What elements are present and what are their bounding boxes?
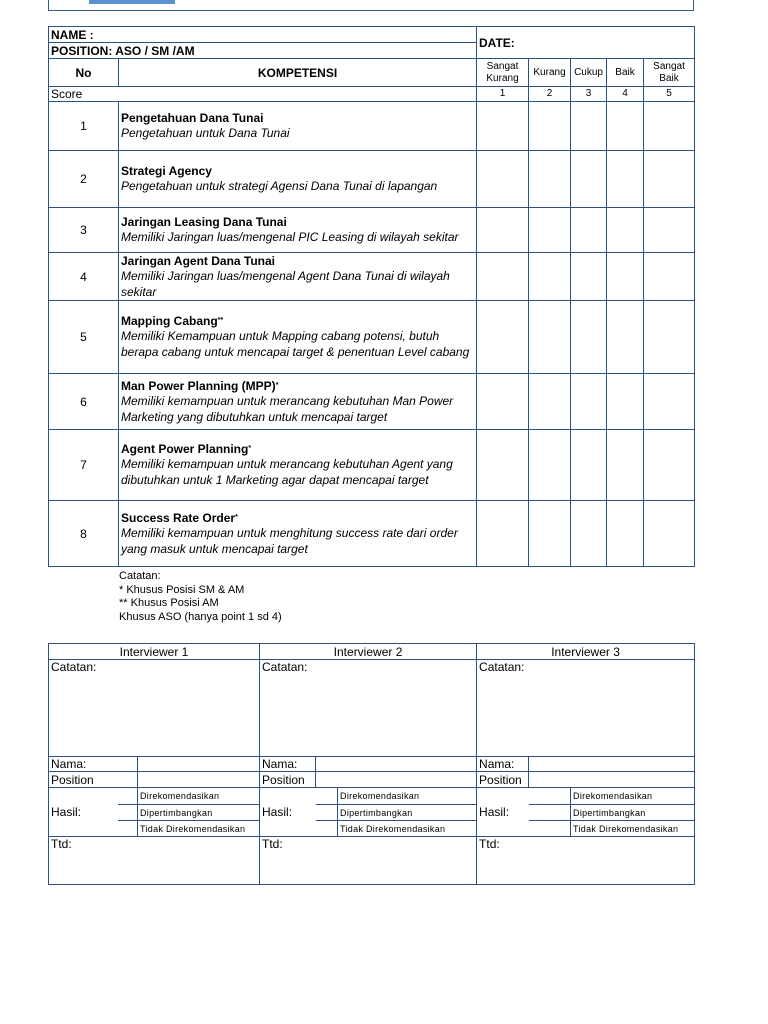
- rating-cell[interactable]: [477, 430, 529, 501]
- row-number: 2: [49, 151, 119, 208]
- row-number: 4: [49, 253, 119, 301]
- option-checkbox[interactable]: [118, 821, 138, 837]
- option-checkbox[interactable]: [118, 805, 138, 821]
- competency-title: Jaringan Agent Dana Tunai: [121, 253, 276, 268]
- competency-mark: *: [248, 445, 252, 452]
- interviewer-1-position-input[interactable]: [138, 772, 260, 788]
- interviewer-3-title: Interviewer 3: [477, 644, 695, 660]
- hasil-label: Hasil:: [260, 788, 316, 837]
- rating-cell[interactable]: [607, 301, 644, 374]
- rating-cell[interactable]: [644, 501, 695, 567]
- rating-cell[interactable]: [644, 301, 695, 374]
- interviewer-3-position-input[interactable]: [529, 772, 695, 788]
- position-label: Position: [260, 772, 316, 788]
- competency-desc: Memiliki Jaringan luas/mengenal PIC Leasing di wilayah sekitar: [121, 230, 459, 244]
- competency-title: Agent Power Planning: [121, 442, 249, 456]
- competency-row: [49, 151, 695, 208]
- row-number: 5: [49, 301, 119, 374]
- option-direkomendasikan: Direkomendasikan: [338, 788, 477, 805]
- rating-cell[interactable]: [644, 374, 695, 430]
- option-direkomendasikan: Direkomendasikan: [571, 788, 695, 805]
- rating-cell[interactable]: [571, 430, 607, 501]
- col-kompetensi-header: KOMPETENSI: [119, 59, 477, 87]
- competency-row: [49, 301, 695, 374]
- competency-title: Pengetahuan Dana Tunai: [121, 111, 264, 125]
- score-value: 2: [529, 87, 571, 102]
- hasil-label: Hasil:: [477, 788, 529, 837]
- rating-cell[interactable]: [644, 102, 695, 151]
- option-checkbox[interactable]: [118, 788, 138, 805]
- interviewer-1-catatan[interactable]: [49, 660, 260, 757]
- nama-label: Nama:: [477, 757, 529, 772]
- competency-table: [48, 26, 695, 567]
- competency-desc: Memiliki Jaringan luas/mengenal Agent Dana Tunai di wilayah sekitar: [121, 268, 450, 299]
- rating-cell[interactable]: [477, 208, 529, 253]
- option-checkbox[interactable]: [529, 821, 571, 837]
- interviewer-2-position-input[interactable]: [316, 772, 477, 788]
- rating-cell[interactable]: [571, 151, 607, 208]
- ttd-label: Ttd:: [262, 837, 283, 851]
- score-value: 5: [644, 87, 695, 102]
- rating-cell[interactable]: [607, 151, 644, 208]
- competency-mark: *: [235, 513, 238, 521]
- option-checkbox[interactable]: [316, 821, 338, 837]
- note-line: * Khusus Posisi SM & AM: [119, 583, 245, 596]
- competency-title: Man Power Planning (MPP): [121, 378, 276, 393]
- interviewer-2-nama-input[interactable]: [316, 757, 477, 772]
- rating-cell[interactable]: [571, 102, 607, 151]
- note-line: ** Khusus Posisi AM: [119, 597, 219, 609]
- catatan-label: Catatan:: [51, 660, 97, 674]
- rating-cell[interactable]: [477, 102, 529, 151]
- interviewer-2-catatan[interactable]: [260, 660, 477, 757]
- rating-cell[interactable]: [607, 501, 644, 567]
- rating-cell[interactable]: [644, 430, 695, 501]
- interviewer-3-ttd[interactable]: [477, 837, 695, 885]
- competency-desc: Pengetahuan untuk strategi Agensi Dana Tunai di lapangan: [121, 179, 438, 193]
- competency-cell: [119, 374, 477, 430]
- col-sangat-kurang-header: Sangat Kurang: [477, 59, 529, 87]
- rating-cell[interactable]: [529, 501, 571, 567]
- interviewer-2-ttd[interactable]: [260, 837, 477, 885]
- competency-desc: Pengetahuan untuk Dana Tunai: [121, 126, 290, 140]
- option-dipertimbangkan: Dipertimbangkan: [571, 805, 695, 821]
- competency-cell: [119, 208, 477, 253]
- top-frame: [48, 0, 694, 11]
- option-dipertimbangkan: Dipertimbangkan: [138, 805, 260, 821]
- competency-row: [49, 253, 695, 301]
- nama-label: Nama:: [260, 757, 316, 772]
- interviewer-3-catatan[interactable]: [477, 660, 695, 757]
- col-sangat-baik-header: Sangat Baik: [644, 59, 695, 87]
- notes-block: [119, 570, 282, 624]
- option-checkbox[interactable]: [316, 788, 338, 805]
- competency-title: Mapping Cabang: [121, 314, 218, 328]
- catatan-label: Catatan:: [479, 660, 525, 674]
- rating-cell[interactable]: [571, 208, 607, 253]
- col-no-header: No: [49, 59, 119, 87]
- competency-cell: [119, 501, 477, 567]
- option-direkomendasikan: Direkomendasikan: [138, 788, 260, 805]
- hasil-label: Hasil:: [49, 788, 118, 837]
- notes-title: Catatan:: [119, 570, 161, 582]
- rating-cell[interactable]: [477, 501, 529, 567]
- catatan-label: Catatan:: [262, 660, 308, 674]
- position-label: Position: [49, 772, 138, 788]
- interviewer-1-nama-input[interactable]: [138, 757, 260, 772]
- date-field[interactable]: [477, 27, 695, 59]
- interviewer-2-title: Interviewer 2: [260, 644, 477, 660]
- position-label: Position: [477, 772, 529, 788]
- rating-cell[interactable]: [571, 253, 607, 301]
- competency-desc: Memiliki kemampuan untuk merancang kebutuhan Agent yang dibutuhkan untuk 1 Marketing agar dapat mencapai target: [121, 457, 453, 487]
- interviewer-1-ttd[interactable]: [49, 837, 260, 885]
- interviewer-3-nama-input[interactable]: [529, 757, 695, 772]
- rating-cell[interactable]: [644, 151, 695, 208]
- rating-cell[interactable]: [607, 208, 644, 253]
- interviewer-1-title: Interviewer 1: [49, 644, 260, 660]
- rating-cell[interactable]: [477, 253, 529, 301]
- position-field[interactable]: [49, 43, 477, 59]
- option-tidak-direkomendasikan: Tidak Direkomendasikan: [338, 821, 477, 837]
- competency-cell: [119, 301, 477, 374]
- competency-cell: [119, 151, 477, 208]
- interviewer-table: [48, 643, 695, 885]
- option-checkbox[interactable]: [529, 788, 571, 805]
- score-value: 4: [607, 87, 644, 102]
- option-tidak-direkomendasikan: Tidak Direkomendasikan: [138, 821, 260, 837]
- row-number: 6: [49, 374, 119, 430]
- rating-cell[interactable]: [571, 374, 607, 430]
- rating-cell[interactable]: [529, 301, 571, 374]
- score-label: Score: [49, 87, 477, 102]
- competency-mark: **: [217, 317, 224, 324]
- rating-cell[interactable]: [477, 374, 529, 430]
- rating-cell[interactable]: [529, 253, 571, 301]
- competency-row: [49, 102, 695, 151]
- rating-cell[interactable]: [529, 430, 571, 501]
- nama-label: Nama:: [49, 757, 138, 772]
- rating-cell[interactable]: [571, 301, 607, 374]
- score-value: 3: [571, 87, 607, 102]
- rating-cell[interactable]: [644, 208, 695, 253]
- row-number: 3: [49, 208, 119, 253]
- competency-cell: [119, 253, 477, 301]
- competency-row: [49, 208, 695, 253]
- rating-cell[interactable]: [571, 501, 607, 567]
- competency-cell: [119, 102, 477, 151]
- competency-row: [49, 374, 695, 430]
- competency-title: Jaringan Leasing Dana Tunai: [121, 215, 287, 229]
- option-tidak-direkomendasikan: Tidak Direkomendasikan: [571, 821, 695, 837]
- row-number: 1: [49, 102, 119, 151]
- name-label: NAME :: [51, 27, 94, 42]
- col-baik-header: Baik: [607, 59, 644, 87]
- ttd-label: Ttd:: [51, 837, 72, 851]
- rating-cell[interactable]: [477, 301, 529, 374]
- option-dipertimbangkan: Dipertimbangkan: [338, 805, 477, 821]
- position-label: POSITION:: [51, 43, 113, 58]
- option-checkbox[interactable]: [316, 805, 338, 821]
- date-label: DATE:: [479, 35, 515, 50]
- rating-cell[interactable]: [607, 430, 644, 501]
- score-value: 1: [477, 87, 529, 102]
- rating-cell[interactable]: [529, 102, 571, 151]
- col-cukup-header: Cukup: [571, 59, 607, 87]
- competency-desc: Memiliki kemampuan untuk menghitung success rate dari order yang masuk untuk mencapai target: [121, 525, 458, 556]
- name-field[interactable]: [49, 27, 477, 43]
- rating-cell[interactable]: [529, 151, 571, 208]
- rating-cell[interactable]: [644, 253, 695, 301]
- competency-desc: Memiliki Kemampuan untuk Mapping cabang potensi, butuh berapa cabang untuk mencapai target & penentuan Level cabang: [121, 329, 470, 359]
- competency-title: Strategi Agency: [121, 164, 212, 178]
- rating-cell[interactable]: [607, 253, 644, 301]
- option-checkbox[interactable]: [529, 805, 571, 821]
- header-accent-tab: [89, 0, 175, 4]
- rating-cell[interactable]: [607, 374, 644, 430]
- note-line: Khusus ASO (hanya point 1 sd 4): [119, 610, 282, 623]
- row-number: 7: [49, 430, 119, 501]
- col-kurang-header: Kurang: [529, 59, 571, 87]
- competency-title: Success Rate Order: [121, 510, 236, 525]
- competency-cell: [119, 430, 477, 501]
- rating-cell[interactable]: [607, 102, 644, 151]
- position-value: ASO / SM /AM: [115, 43, 195, 58]
- competency-row: [49, 430, 695, 501]
- competency-desc: Memiliki kemampuan untuk merancang kebutuhan Man Power Marketing yang dibutuhkan untuk mencapai target: [121, 393, 454, 424]
- rating-cell[interactable]: [477, 151, 529, 208]
- rating-cell[interactable]: [529, 374, 571, 430]
- competency-mark: *: [275, 381, 279, 389]
- ttd-label: Ttd:: [479, 837, 500, 851]
- row-number: 8: [49, 501, 119, 567]
- competency-row: [49, 501, 695, 567]
- rating-cell[interactable]: [529, 208, 571, 253]
